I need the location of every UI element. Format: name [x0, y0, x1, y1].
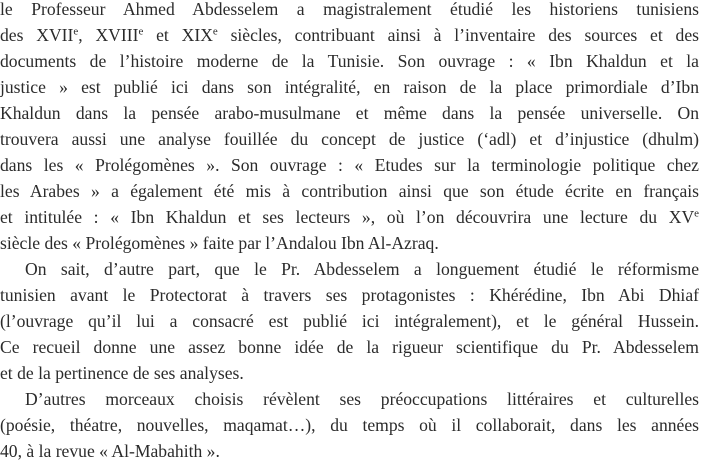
- text-line: documents de l’histoire moderne de la Tunisie. Son ouvrage : « Ibn Khaldun et la: [0, 51, 699, 71]
- text-run: et XIX: [143, 25, 213, 45]
- text-line: les Arabes » a également été mis à contribution ainsi que son étude écrite en français: [0, 181, 699, 201]
- text-line: (l’ouvrage qu’il lui a consacré est publié ici intégralement), et le général Hussein.: [0, 311, 699, 331]
- text-line: Khaldun dans la pensée arabo-musulmane et même dans la pensée universelle. On: [0, 103, 699, 123]
- text-run: des XVII: [0, 25, 74, 45]
- text-line: trouvera aussi une analyse fouillée du concept de justice (‘adl) et d’injustice (dhulm): [0, 129, 699, 149]
- text-run: , XVIII: [78, 25, 139, 45]
- superscript: e: [694, 207, 699, 220]
- text-line: siècle des « Prolégomènes » faite par l’Andalou Ibn Al-Azraq.: [0, 233, 439, 253]
- text-line: [0, 22, 699, 48]
- superscript: e: [212, 25, 218, 38]
- text-run: et intitulée : « Ibn Khaldun et ses lecteurs », où l’on découvrira une lecture du XV: [0, 207, 695, 227]
- text-line: justice » est publié ici dans son intégralité, en raison de la place primordiale d’Ibn: [0, 77, 699, 97]
- text-line: le Professeur Ahmed Abdesselem a magistralement étudié les historiens tunisiens: [0, 0, 699, 19]
- text-line: tunisien avant le Protectorat à travers ses protagonistes : Khérédine, Ibn Abi Dhiaf: [0, 285, 699, 305]
- superscript: e: [138, 25, 144, 38]
- text-line: dans les « Prolégomènes ». Son ouvrage : « Etudes sur la terminologie politique chez: [0, 155, 699, 175]
- text-line: On sait, d’autre part, que le Pr. Abdesselem a longuement étudié le réformisme: [25, 259, 699, 279]
- text-run: siècles, contribuant ainsi à l’inventaire des sources et des: [217, 25, 700, 45]
- text-line: 40, à la revue « Al-Mabahith ».: [0, 441, 220, 461]
- text-line: [0, 204, 699, 230]
- text-line: et de la pertinence de ses analyses.: [0, 363, 244, 383]
- text-line: (poésie, théatre, nouvelles, maqamat…), du temps où il collaborait, dans les années: [0, 415, 699, 435]
- text-line: Ce recueil donne une assez bonne idée de la rigueur scientifique du Pr. Abdesselem: [0, 337, 699, 357]
- text-line: D’autres morceaux choisis révèlent ses préoccupations littéraires et culturelles: [25, 389, 699, 409]
- superscript: e: [73, 25, 79, 38]
